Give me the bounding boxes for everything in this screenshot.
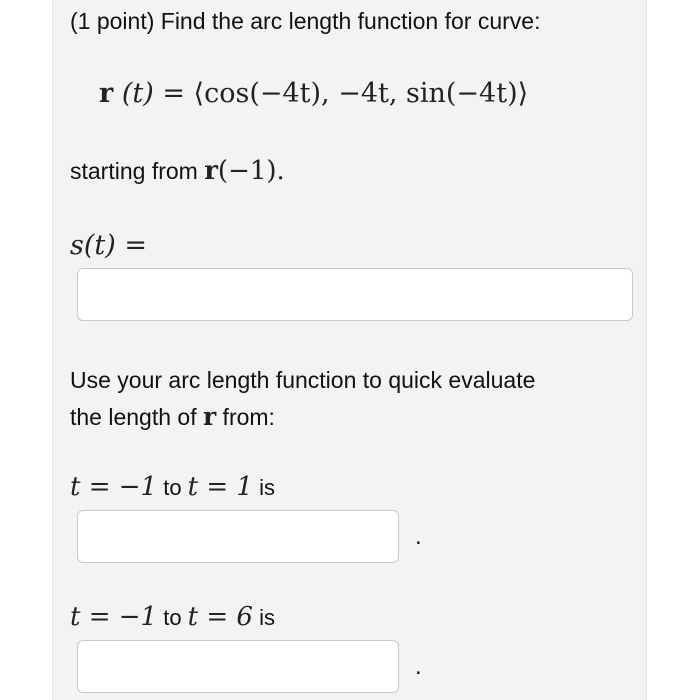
range2-to-word: to bbox=[157, 605, 188, 630]
range2-is-word: is bbox=[252, 605, 275, 630]
range1-is-word: is bbox=[252, 475, 275, 500]
length-range2-input[interactable] bbox=[77, 640, 399, 693]
line2-r-symbol: r bbox=[203, 402, 217, 431]
range1-terminator: . bbox=[415, 523, 422, 550]
range1-start-expr: t = −1 bbox=[70, 472, 158, 502]
evaluate-instruction-line1: Use your arc length function to quick evaluate bbox=[70, 367, 536, 393]
start-r-symbol: r bbox=[204, 156, 218, 186]
arc-length-label: s(t) = bbox=[70, 230, 147, 261]
range1-label bbox=[70, 472, 275, 502]
range2-start-expr: t = −1 bbox=[70, 602, 158, 632]
curve-formula bbox=[99, 78, 528, 109]
starting-point-line bbox=[70, 156, 285, 186]
range2-label bbox=[70, 602, 275, 632]
problem-intro bbox=[70, 8, 540, 35]
range2-end-expr: t = 6 bbox=[187, 602, 253, 632]
start-value: (−1). bbox=[217, 156, 285, 186]
line2-prefix: the length of bbox=[70, 404, 203, 430]
formula-vector: ⟨cos(−4t), −4t, sin(−4t)⟩ bbox=[193, 78, 529, 109]
range1-end-expr: t = 1 bbox=[187, 472, 253, 502]
range1-to-word: to bbox=[157, 475, 188, 500]
range2-terminator: . bbox=[415, 653, 422, 680]
problem-panel bbox=[52, 0, 647, 700]
start-prefix: starting from bbox=[70, 158, 205, 184]
line2-suffix: from: bbox=[216, 404, 275, 430]
problem-intro-text: (1 point) Find the arc length function for curve: bbox=[70, 8, 541, 34]
evaluate-instruction-line2 bbox=[70, 402, 275, 431]
vector-r-symbol: r bbox=[99, 78, 114, 109]
arc-length-function-input[interactable] bbox=[77, 268, 633, 321]
length-range1-input[interactable] bbox=[77, 510, 399, 563]
formula-lhs-arg: (t) = bbox=[121, 78, 194, 109]
